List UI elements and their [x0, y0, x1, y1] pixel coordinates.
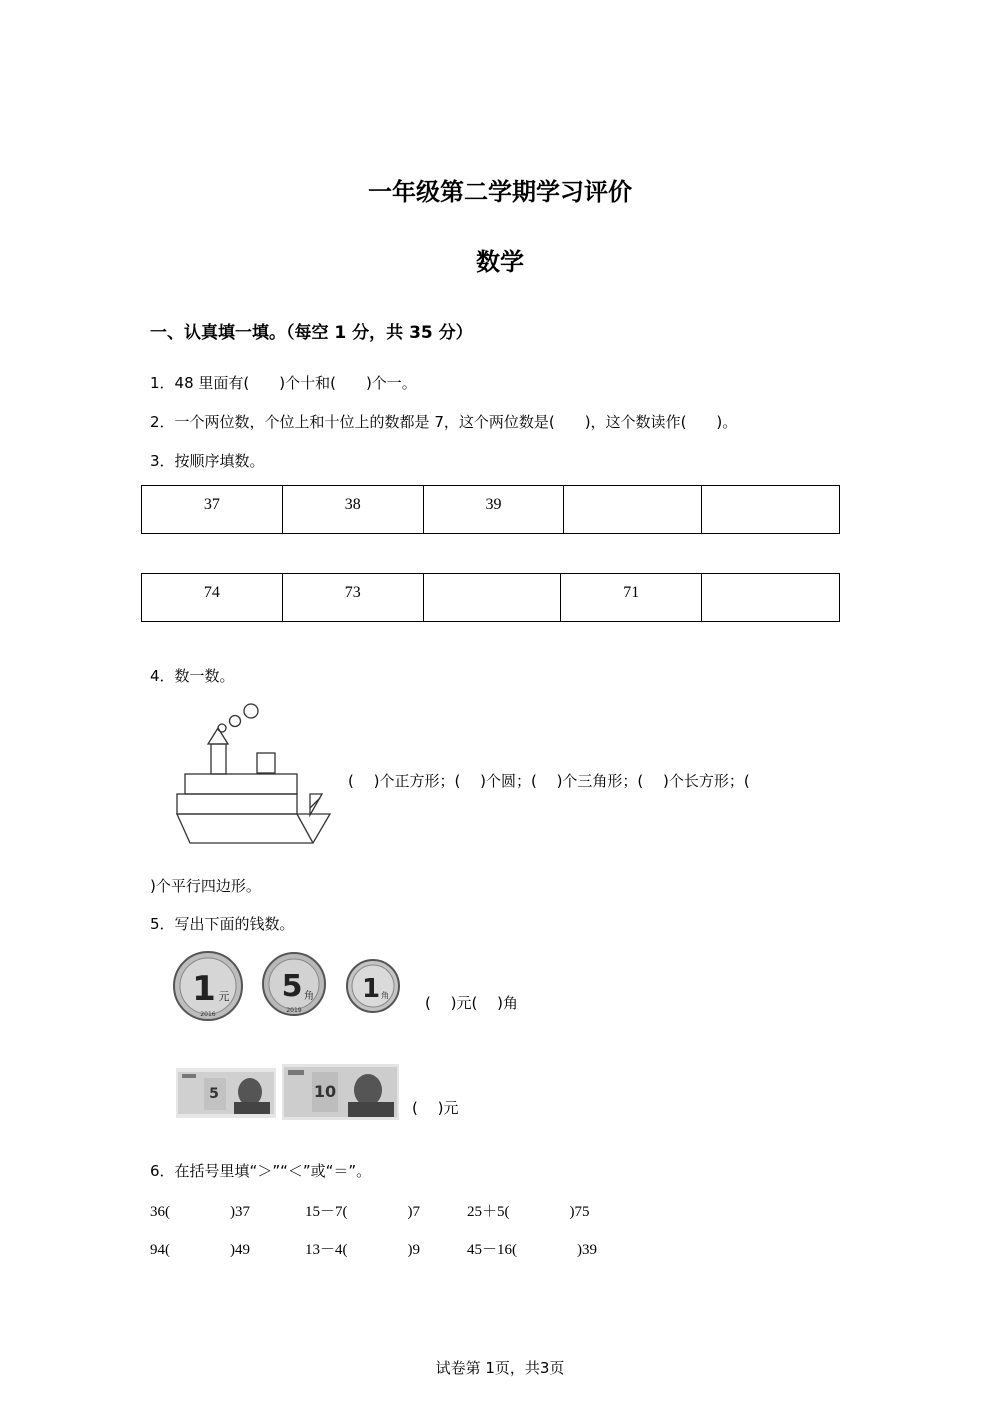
sequence-cell: 38	[282, 486, 423, 534]
square-shape	[257, 753, 275, 773]
question-4-continued: )个平行四边形。	[150, 877, 261, 895]
one-jiao-coin-image	[345, 958, 401, 1014]
exam-title: 一年级第二学期学习评价	[368, 178, 632, 206]
comparison-item: 25＋5( )75	[467, 1204, 590, 1220]
comparison-item: 15－7( )7	[305, 1204, 420, 1220]
sequence-cell: 73	[282, 574, 423, 622]
sequence-cell	[423, 574, 561, 622]
comparison-item: 36( )37	[150, 1204, 250, 1220]
section-heading: 一、认真填一填。（每空 1 分，共 35 分）	[150, 323, 473, 343]
coin-year: 2016	[200, 1011, 216, 1018]
sequence-cell	[702, 574, 840, 622]
sequence-cell: 71	[561, 574, 702, 622]
question-5-coins-answer: ( )元( )角	[425, 994, 518, 1012]
one-yuan-coin-image	[172, 950, 244, 1022]
sequence-cell	[702, 486, 840, 534]
coin-value: 5	[281, 969, 303, 1004]
ship-shapes-figure	[170, 700, 335, 850]
rectangle-shape	[177, 794, 297, 814]
subject-title: 数学	[476, 248, 524, 276]
sequence-table-2	[141, 573, 840, 622]
question-5-notes-answer: ( )元	[412, 1099, 459, 1117]
question-3: 3．按顺序填数。	[150, 452, 265, 470]
five-yuan-banknote-image	[176, 1068, 276, 1118]
coin-unit: 角	[304, 991, 314, 1002]
question-4: 4．数一数。	[150, 667, 235, 685]
rectangle-shape	[185, 774, 297, 794]
triangle-shape	[310, 794, 322, 815]
sequence-cell: 39	[423, 486, 564, 534]
coin-unit: 角	[381, 991, 389, 1000]
banknote-value: 10	[313, 1082, 337, 1101]
coin-unit: 元	[218, 990, 230, 1003]
sequence-table-1	[141, 485, 840, 534]
sequence-cell: 37	[142, 486, 283, 534]
rectangle-shape	[211, 744, 226, 774]
sequence-cell: 74	[142, 574, 283, 622]
banknote-value: 5	[209, 1086, 219, 1102]
coin-year: 2019	[286, 1007, 302, 1014]
question-2: 2．一个两位数，个位上和十位上的数都是 7，这个两位数是( )，这个数读作( )。	[150, 413, 738, 431]
parallelogram-shape	[177, 814, 330, 843]
ten-yuan-banknote-image	[282, 1064, 399, 1120]
question-4-blanks: ( )个正方形；( )个圆；( )个三角形；( )个长方形；(	[348, 772, 750, 790]
coin-value: 1	[361, 974, 381, 1004]
page-footer: 试卷第 1页，共3页	[435, 1359, 565, 1377]
question-5: 5．写出下面的钱数。	[150, 915, 295, 933]
question-1: 1．48 里面有( )个十和( )个一。	[150, 374, 417, 392]
question-6: 6．在括号里填“＞”“＜”或“＝”。	[150, 1162, 372, 1180]
comparison-item: 45－16( )39	[467, 1242, 597, 1258]
comparison-item: 13－4( )9	[305, 1242, 420, 1258]
coin-value: 1	[192, 969, 216, 1009]
five-jiao-coin-image	[261, 951, 327, 1017]
sequence-cell	[564, 486, 702, 534]
comparison-item: 94( )49	[150, 1242, 250, 1258]
circle-shape	[230, 716, 241, 727]
circle-shape	[244, 704, 258, 718]
